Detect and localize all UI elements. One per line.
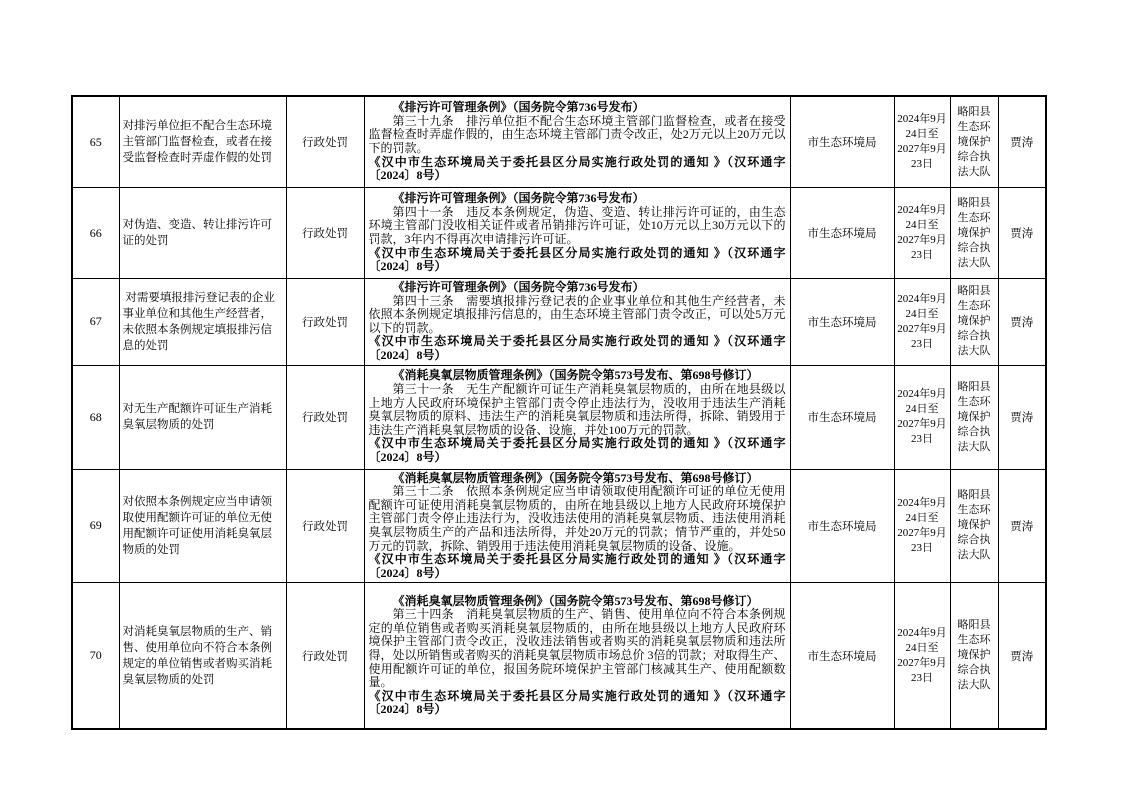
delegation-notice: 《汉中市生态环境局关于委托县区分局实施行政处罚的通知 》（汉环通字〔2024〕8号） — [368, 552, 786, 580]
contact-person-cell: 贾涛 — [998, 188, 1046, 279]
punishment-type-cell: 行政处罚 — [286, 279, 364, 366]
legal-title: 《排污许可管理条例》（国务院令第736号发布） — [392, 100, 645, 115]
legal-title: 《排污许可管理条例》（国务院令第736号发布） — [392, 280, 645, 294]
punishment-type-cell: 行政处罚 — [286, 365, 364, 469]
department-cell: 市生态环境局 — [790, 188, 894, 279]
legal-article-text: 第四十三条 需要填报排污登记表的企业事业单位和其他生产经营者，未依照本条例规定填报排污信息的，由生态环境主管部门责令改正，可以处5万元以下的罚款。 — [368, 293, 786, 335]
table-row — [72, 96, 1046, 188]
delegated-unit-cell: 略阳县生态环境保护综合执法大队 — [950, 583, 998, 730]
contact-person-cell: 贾涛 — [998, 96, 1046, 188]
department-cell: 市生态环境局 — [790, 583, 894, 730]
table-row — [72, 365, 1046, 469]
table-row — [72, 583, 1046, 730]
legal-article-text: 第三十九条 排污单位拒不配合生态环境主管部门监督检查，或者在接受监督检查时弄虚作假的，由生态环境主管部门责令改正，处2万元以上20万元以下的罚款。 — [368, 113, 786, 155]
contact-person-cell: 贾涛 — [998, 365, 1046, 469]
legal-title: 《消耗臭氧层物质管理条例》（国务院令第573号发布、第698号修订） — [392, 368, 759, 383]
punishment-delegation-table — [71, 95, 1047, 730]
period-cell: 2024年9月24日至2027年9月23日 — [894, 279, 950, 366]
legal-article-text: 第三十一条 无生产配额许可证生产消耗臭氧层物质的，由所在地县级以上地方人民政府环境保护主管部门责令停止违法行为，没收用于违法生产消耗臭氧层物质的原料、违法生产的消耗臭氧层物质和违法所得，拆除、销毁用于违法生产消耗臭氧层物质的设备、设施，并处100万元的罚款。 — [368, 382, 786, 437]
legal-article-text: 第三十二条 依照本条例规定应当申请领取使用配额许可证的单位无使用配额许可证使用消耗臭氧层物质的，由所在地县级以上地方人民政府环境保护主管部门责令停止违法行为，没收违法使用的消耗臭氧层物质、违法使用消耗臭氧层物质生产的产品和违法所得，并处20万元的罚款；情节严重的，并处50万元的罚款，拆除、销毁用于违法使用消耗臭氧层物质的设备、设施。 — [368, 484, 786, 553]
legal-basis-cell — [364, 188, 790, 279]
legal-basis-cell — [364, 469, 790, 583]
delegation-notice: 《汉中市生态环境局关于委托县区分局实施行政处罚的通知 》（汉环通字〔2024〕8号） — [368, 154, 786, 183]
punishment-type-cell: 行政处罚 — [286, 96, 364, 188]
contact-person-cell: 贾涛 — [998, 583, 1046, 730]
row-number: 69 — [72, 469, 119, 583]
delegated-unit-cell: 略阳县生态环境保护综合执法大队 — [950, 469, 998, 583]
punishment-item-cell: 对消耗臭氧层物质的生产、销售、使用单位向不符合本条例规定的单位销售或者购买消耗臭氧层物质的处罚 — [119, 583, 286, 730]
period-cell: 2024年9月24日至2027年9月23日 — [894, 469, 950, 583]
legal-title: 《消耗臭氧层物质管理条例》（国务院令第573号发布、第698号修订） — [392, 593, 759, 608]
punishment-type-cell: 行政处罚 — [286, 583, 364, 730]
department-cell: 市生态环境局 — [790, 279, 894, 366]
period-cell: 2024年9月24日至2027年9月23日 — [894, 365, 950, 469]
period-cell: 2024年9月24日至2027年9月23日 — [894, 188, 950, 279]
table-body — [72, 96, 1046, 729]
row-number: 67 — [72, 279, 119, 366]
period-cell: 2024年9月24日至2027年9月23日 — [894, 96, 950, 188]
table-row — [72, 469, 1046, 583]
legal-basis-cell — [364, 279, 790, 366]
contact-person-cell: 贾涛 — [998, 469, 1046, 583]
delegated-unit-cell: 略阳县生态环境保护综合执法大队 — [950, 188, 998, 279]
legal-basis-cell — [364, 365, 790, 469]
delegation-notice: 《汉中市生态环境局关于委托县区分局实施行政处罚的通知 》（汉环通字〔2024〕8号） — [368, 436, 786, 465]
row-number: 68 — [72, 365, 119, 469]
punishment-item-cell: 对伪造、变造、转让排污许可证的处罚 — [119, 188, 286, 279]
legal-title: 《消耗臭氧层物质管理条例》（国务院令第573号发布、第698号修订） — [392, 470, 759, 485]
delegation-notice: 《汉中市生态环境局关于委托县区分局实施行政处罚的通知 》（汉环通字〔2024〕8号） — [368, 245, 786, 274]
table-row — [72, 188, 1046, 279]
legal-basis-cell — [364, 583, 790, 730]
punishment-item-cell: 对无生产配额许可证生产消耗臭氧层物质的处罚 — [119, 365, 286, 469]
row-number: 66 — [72, 188, 119, 279]
punishment-item-cell: 对排污单位拒不配合生态环境主管部门监督检查，或者在接受监督检查时弄虚作假的处罚 — [119, 96, 286, 188]
row-number: 70 — [72, 583, 119, 730]
punishment-type-cell: 行政处罚 — [286, 469, 364, 583]
legal-article-text: 第四十一条 违反本条例规定，伪造、变造、转让排污许可证的，由生态环境主管部门没收相关证件或者吊销排污许可证，处10万元以上30万元以下的罚款，3年内不得再次申请排污许可证。 — [368, 204, 786, 246]
delegated-unit-cell: 略阳县生态环境保护综合执法大队 — [950, 279, 998, 366]
delegated-unit-cell: 略阳县生态环境保护综合执法大队 — [950, 365, 998, 469]
department-cell: 市生态环境局 — [790, 365, 894, 469]
punishment-item-cell: 对需要填报排污登记表的企业事业单位和其他生产经营者，未依照本条例规定填报排污信息的处罚 — [119, 279, 286, 366]
legal-basis-cell — [364, 96, 790, 188]
legal-title: 《排污许可管理条例》（国务院令第736号发布） — [392, 191, 645, 206]
legal-article-text: 第三十四条 消耗臭氧层物质的生产、销售、使用单位向不符合本条例规定的单位销售或者购买消耗臭氧层物质的，由所在地县级以上地方人民政府环境保护主管部门责令改正，没收违法销售或者购买的消耗臭氧层物质和违法所得，处以所销售或者购买的消耗臭氧层物质市场总价 3倍的罚款；对取得生产、使用配额许可证的单位，报国务院环境保护主管部门核减其生产、使用配额数量。 — [368, 607, 786, 690]
department-cell: 市生态环境局 — [790, 469, 894, 583]
delegation-notice: 《汉中市生态环境局关于委托县区分局实施行政处罚的通知 》（汉环通字〔2024〕8号） — [368, 334, 786, 362]
contact-person-cell: 贾涛 — [998, 279, 1046, 366]
period-cell: 2024年9月24日至2027年9月23日 — [894, 583, 950, 730]
delegation-notice: 《汉中市生态环境局关于委托县区分局实施行政处罚的通知 》（汉环通字〔2024〕8号） — [368, 688, 786, 717]
punishment-item-cell: 对依照本条例规定应当申请领取使用配额许可证的单位无使用配额许可证使用消耗臭氧层物质的处罚 — [119, 469, 286, 583]
row-number: 65 — [72, 96, 119, 188]
table-row — [72, 279, 1046, 366]
punishment-type-cell: 行政处罚 — [286, 188, 364, 279]
delegated-unit-cell: 略阳县生态环境保护综合执法大队 — [950, 96, 998, 188]
department-cell: 市生态环境局 — [790, 96, 894, 188]
